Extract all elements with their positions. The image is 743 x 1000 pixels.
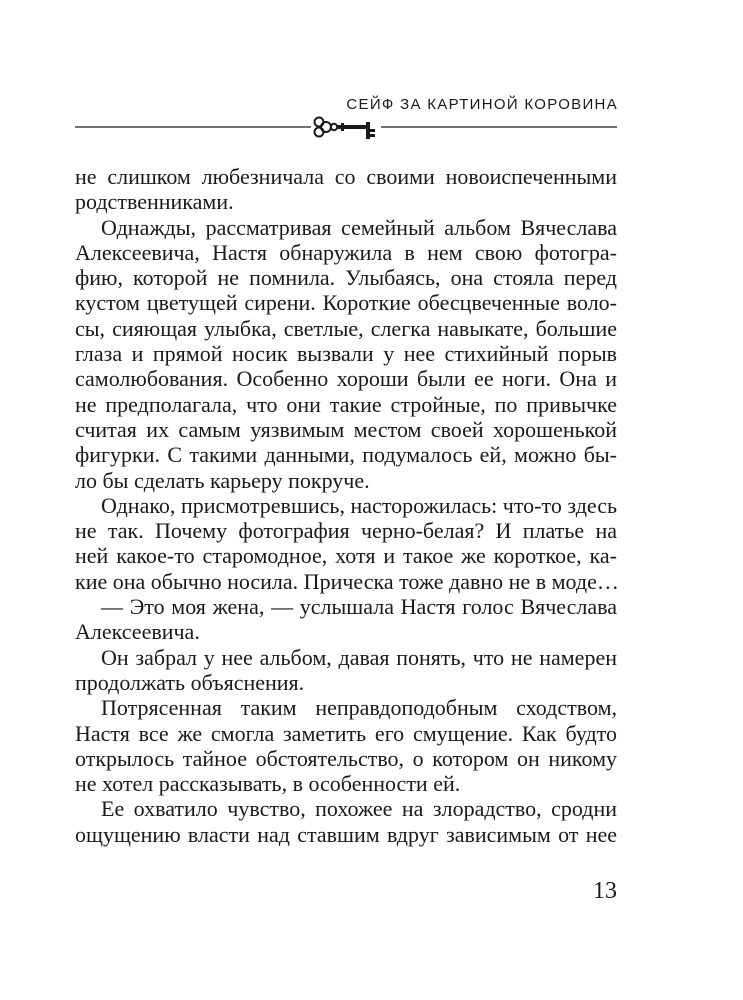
text-line: не так. Почему фотография черно-белая? И платье на — [75, 518, 617, 544]
running-title: СЕЙФ ЗА КАРТИНОЙ КОРОВИНА — [346, 96, 618, 113]
text-line: не хотел рассказывать, в особенности ей. — [75, 771, 461, 797]
text-line: — Это моя жена, — услышала Настя голос Вячеслава — [101, 594, 617, 620]
text-line: ло бы сделать карьеру покруче. — [75, 467, 370, 493]
text-line: Алексеевича, Настя обнаружила в нем свою фотогра- — [75, 239, 617, 265]
text-line: кустом цветущей сирени. Короткие обесцвеченные воло- — [75, 290, 617, 316]
text-line: продолжать объяснения. — [75, 669, 305, 695]
text-line: не слишком любезничала со своими новоиспеченными — [75, 164, 617, 189]
text-line: сы, сияющая улыбка, светлые, слегка навыкате, большие — [75, 315, 617, 341]
text-line: Алексеевича. — [75, 619, 200, 645]
text-line: Ее охватило чувство, похожее на злорадство, сродни — [101, 796, 617, 822]
text-line: ней какое-то старомодное, хотя и такое же короткое, ка- — [75, 543, 617, 569]
text-line: Однако, присмотревшись, насторожилась: что-то здесь — [101, 492, 617, 518]
text-line: не предполагала, что они такие стройные, по привычке — [75, 391, 617, 417]
text-line: фию, которой не помнила. Улыбаясь, она стояла перед — [75, 265, 617, 291]
header-rule — [75, 112, 617, 142]
text-line: родственниками. — [75, 189, 234, 215]
text-line: фигурки. С такими данными, подумалось ей, можно бы- — [75, 442, 617, 468]
text-line: считая их самым уязвимым местом своей хорошенькой — [75, 416, 617, 442]
page-number: 13 — [593, 878, 617, 904]
text-line: Он забрал у нее альбом, давая понять, что не намерен — [101, 644, 617, 670]
text-line: ощущению власти над ставшим вдруг зависимым от нее — [75, 821, 617, 847]
body-text — [75, 164, 617, 847]
key-icon — [75, 112, 617, 142]
text-line: Потрясенная таким неправдоподобным сходством, — [101, 695, 617, 721]
text-line: открылось тайное обстоятельство, о котором он никому — [75, 745, 617, 771]
text-line: Однажды, рассматривая семейный альбом Вячеслава — [101, 214, 617, 240]
text-line: кие она обычно носила. Прическа тоже давно не в моде… — [75, 568, 619, 594]
text-line: глаза и прямой носик вызвали у нее стихийный порыв — [75, 341, 617, 367]
text-line: самолюбования. Особенно хороши были ее ноги. Она и — [75, 366, 617, 392]
text-line: Настя все же смогла заметить его смущение. Как будто — [75, 720, 617, 746]
